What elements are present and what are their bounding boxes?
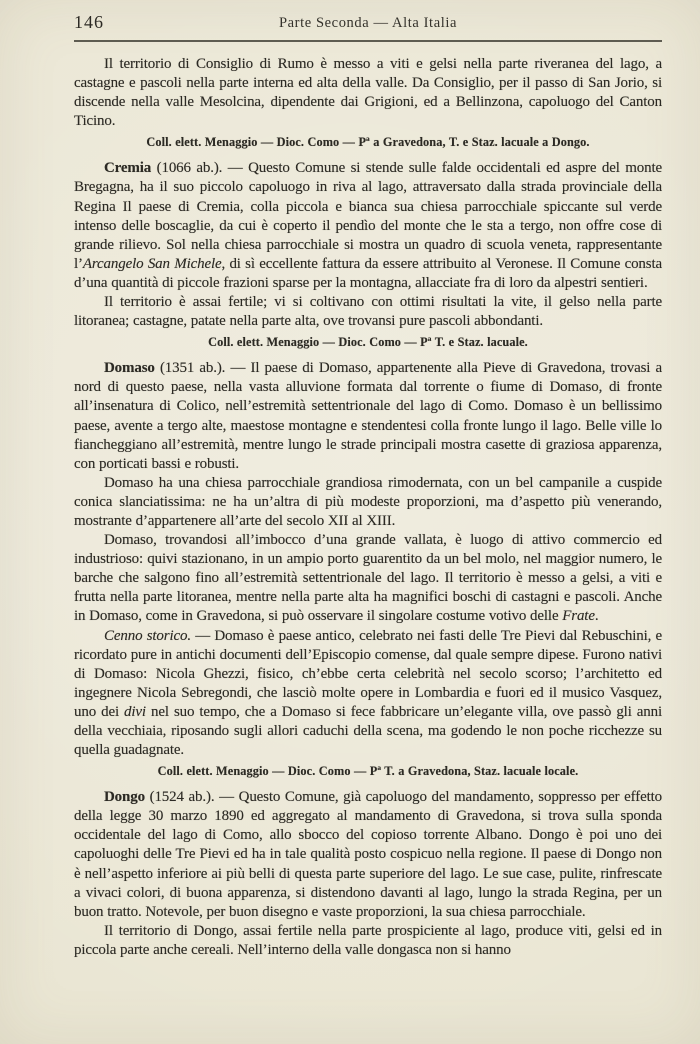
text-run: — Domaso è paese antico, celebrato nei fasti delle Tre Pievi dal Rebuschini, e ricordato pure in antichi documenti dell’Episcopio comense, dal quale sempre dipese. Furono nativi di Domaso: Nicola Ghezzi, fisico, ch’ebbe certa celebrità nel secolo scorso; l’architetto ed ingegnere Nicola Sebregondi, che lasciò molte opere in Lombardia e fuori ed il musico Vasquez, uno dei: [74, 627, 663, 720]
entry-paragraph: [74, 788, 662, 922]
text-run: Domaso, trovandosi all’imbocco d’una grande vallata, è luogo di attivo commercio ed industrioso: quivi stazionano, in un ampio porto guarentito da un bel molo, nel maggior numero, le barche che salgono fino all’estremità settentrionale del lago. Il territorio è messo a gelsi, a viti e frutta nella parte litoranea, mentre nella parte alta ha magnifici boschi di castagni e pascoli. Anche in Domaso, come in Gravedona, si può osservare il singolare costume votivo delle: [74, 532, 662, 625]
paragraph: [74, 55, 662, 131]
paragraph: [74, 474, 662, 531]
admin-note: [74, 335, 662, 350]
page-content: [74, 10, 662, 960]
text-run: (1524 ab.). — Questo Comune, già capoluogo del mandamento, soppresso per effetto della legge 30 marzo 1890 ed aggregato al mandamento di Gravedona, si trova sulla sponda occidentale del lago di Como, allo sbocco del copioso torrente Albano. Dongo è poi uno dei capoluoghi delle Tre Pievi ed ha in tale qualità posto cospicuo nella regione. Il paese di Dongo non è nell’aspetto inferiore ai più belli di questa parte superiore del lago. Le sue case, pulite, rinfrescate a vivaci colori, di buona apparenza, si distendono davanti al lago, lungo la strada Regina, per un buon tratto. Notevole, per buon disegno e vaste proporzioni, la sua chiesa parrocchiale.: [74, 789, 662, 920]
paragraph: [74, 922, 662, 960]
text-run: Il territorio di Dongo, assai fertile nella parte prospiciente al lago, produce viti, gelsi ed in piccola parte anche cereali. Nell’interno della valle dongasca non si hanno: [74, 922, 662, 958]
text-run: (1351 ab.). — Il paese di Domaso, appartenente alla Pieve di Gravedona, trovasi a nord di questo paese, nella vasta alluvione formata dal torrente o fiume di Domaso, di fronte all’insenatura di Colico, nell’estremità settentrionale del lago di Como. Domaso è un bellissimo paese, avente a tergo alte, maestose montagne e stendentesi colla fronte lungo il lago. Belle ville lo fiancheggiano all’estremità, mentre lungo le strade principali mostra casette di graziosa apparenza, con porticati bassi e robusti.: [74, 360, 662, 472]
entry-headword: Cremia: [104, 160, 152, 177]
italic-run: Arcangelo San Michele: [82, 255, 222, 272]
text-run: nel suo tempo, che a Domaso si fece fabbricare un’elegante villa, ove passò gli anni della vecchiaia, riposando sugli allori caduchi della scena, ma godendo le non poche ricchezze su quella guadagnate.: [74, 703, 662, 759]
admin-note: [74, 135, 662, 150]
text-run: Il territorio è assai fertile; vi si coltivano con ottimi risultati la vite, il gelso nella parte litoranea; castagne, patate nella parte alta, ove trovansi pure pascoli abbondanti.: [74, 294, 662, 330]
entry-paragraph: [74, 359, 662, 474]
paragraph: [74, 627, 662, 761]
italic-run: Cenno storico.: [104, 627, 191, 644]
running-head: [74, 10, 662, 36]
text-run: Il territorio di Consiglio di Rumo è messo a viti e gelsi nella parte riveranea del lago, a castagne e pascoli nella parte interna ed alta della valle. Da Consiglio, per il passo di San Jorio, si discende nella valle Mesolcina, dipendente dai Grigioni, ed a Bellinzona, capoluogo del Canton Ticino.: [74, 56, 662, 130]
running-title: Parte Seconda — Alta Italia: [278, 15, 458, 31]
page-number: 146: [74, 12, 104, 32]
text-run: Coll. elett. Menaggio — Dioc. Como — Pª T. a Gravedona, Staz. lacuale locale.: [157, 764, 579, 779]
text-run: Coll. elett. Menaggio — Dioc. Como — Pª T. e Staz. lacuale.: [208, 335, 528, 350]
paragraph: [74, 531, 662, 626]
text-run: Coll. elett. Menaggio — Dioc. Como — Pª a Gravedona, T. e Staz. lacuale a Dongo.: [146, 135, 590, 150]
paragraph: [74, 293, 662, 331]
entry-headword: Dongo: [104, 789, 145, 806]
text-run: .: [594, 608, 599, 625]
entry-headword: Domaso: [104, 360, 155, 377]
italic-run: Frate: [562, 608, 595, 625]
header-rule: [74, 40, 662, 42]
entry-paragraph: [74, 159, 662, 293]
admin-note: [74, 764, 662, 779]
text-run: (1066 ab.). — Questo Comune si stende sulle falde occidentali ed aspre del monte Bregagna, ha il suo piccolo capoluogo in riva al lago, attraversato dalla strada provinciale della Regina Il paese di Cremia, colla piccola e bianca sua chiesa parrocchiale spiccante sul verde intenso delle boscaglie, da cui è coperto il pendìo del monte che le sta a tergo, non offre cose di grande rilievo. Sol nella chiesa parrocchiale si mostra un quadro di scuola veneta, rappresentante l’: [74, 160, 662, 272]
text-run: , di sì eccellente fattura da essere attribuito al Veronese. Il Comune consta d’una quantità di piccole frazioni sparse per la montagna, allacciate fra di loro da alpestri sentieri.: [74, 255, 662, 291]
text-run: Domaso ha una chiesa parrocchiale grandiosa rimodernata, con un bel campanile a cuspide conica slanciatissima: ne ha un’altra di più modeste proporzioni, ma d’aspetto più venerando, mostrante d’appartenere all’arte del secolo XII al XIII.: [74, 474, 662, 529]
page-body: [74, 55, 662, 960]
italic-run: divi: [124, 703, 146, 720]
